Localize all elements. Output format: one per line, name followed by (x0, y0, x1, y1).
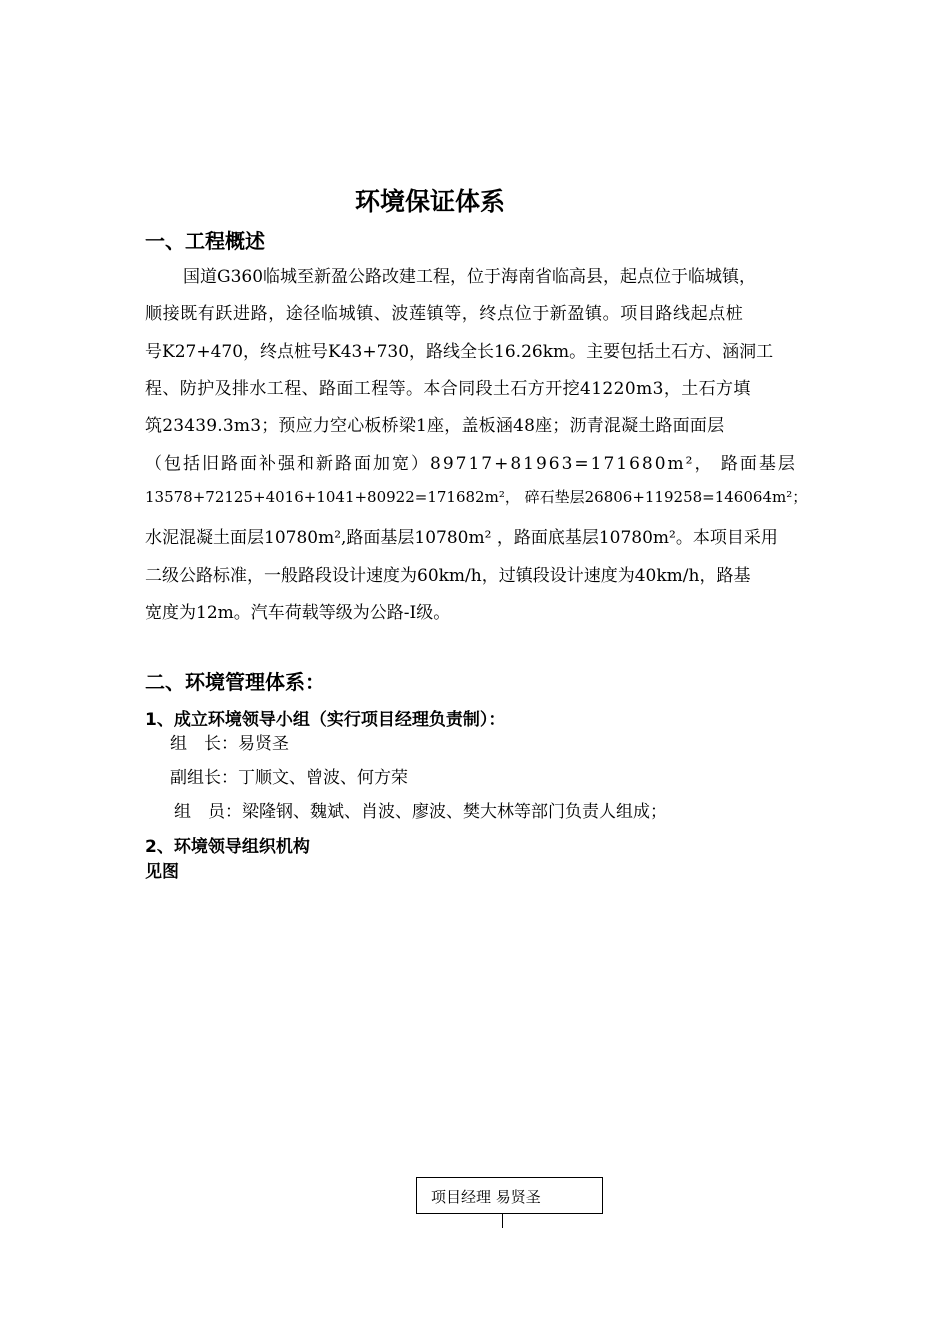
overview-line-5: 筑23439.3m3；预应力空心板桥梁1座，盖板涵48座；沥青混凝土路面面层 (145, 416, 725, 436)
section1-heading: 一、工程概述 (145, 229, 265, 253)
subsection-2-heading: 2、环境领导组织机构 (145, 837, 310, 857)
overview-line-7: 13578+72125+4016+1041+80922=171682m²， 碎石垫层26806+119258=146064m²； (145, 488, 808, 506)
overview-line-1: 国道G360临城至新盈公路改建工程，位于海南省临高县，起点位于临城镇， (183, 267, 757, 287)
overview-line-8: 水泥混凝土面层10780m²,路面基层10780m² ，路面底基层10780m²。本项目采用 (145, 528, 778, 548)
overview-line-3: 号K27+470，终点桩号K43+730，路线全长16.26km。主要包括土石方、涵洞工 (145, 342, 774, 362)
org-chart-top-box-label: 项目经理 易贤圣 (431, 1188, 541, 1206)
overview-line-6: （包括旧路面补强和新路面加宽）89717+81963=171680m²， 路面基层 (145, 454, 797, 474)
org-chart-connector-line (502, 1214, 503, 1228)
member-deputy: 副组长：丁顺文、曾波、何方荣 (170, 768, 408, 788)
overview-line-10: 宽度为12m。汽车荷载等级为公路-Ⅰ级。 (145, 603, 451, 623)
document-title: 环境保证体系 (354, 187, 505, 216)
org-chart-top-box (416, 1177, 603, 1214)
subsection-1-heading: 1、成立环境领导小组（实行项目经理负责制）： (145, 710, 506, 730)
overview-line-9: 二级公路标准，一般路段设计速度为60km/h，过镇段设计速度为40km/h，路基 (145, 566, 751, 586)
overview-line-4: 程、防护及排水工程、路面工程等。本合同段土石方开挖41220m3，土石方填 (145, 379, 751, 399)
member-staff: 组 员：梁隆钢、魏斌、肖波、廖波、樊大林等部门负责人组成； (174, 802, 667, 822)
overview-line-2: 顺接既有跃进路，途径临城镇、波莲镇等，终点位于新盈镇。项目路线起点桩 (145, 304, 744, 324)
member-leader: 组 长：易贤圣 (170, 734, 289, 754)
see-figure-label: 见图 (145, 862, 179, 882)
section2-heading: 二、环境管理体系： (145, 670, 325, 694)
